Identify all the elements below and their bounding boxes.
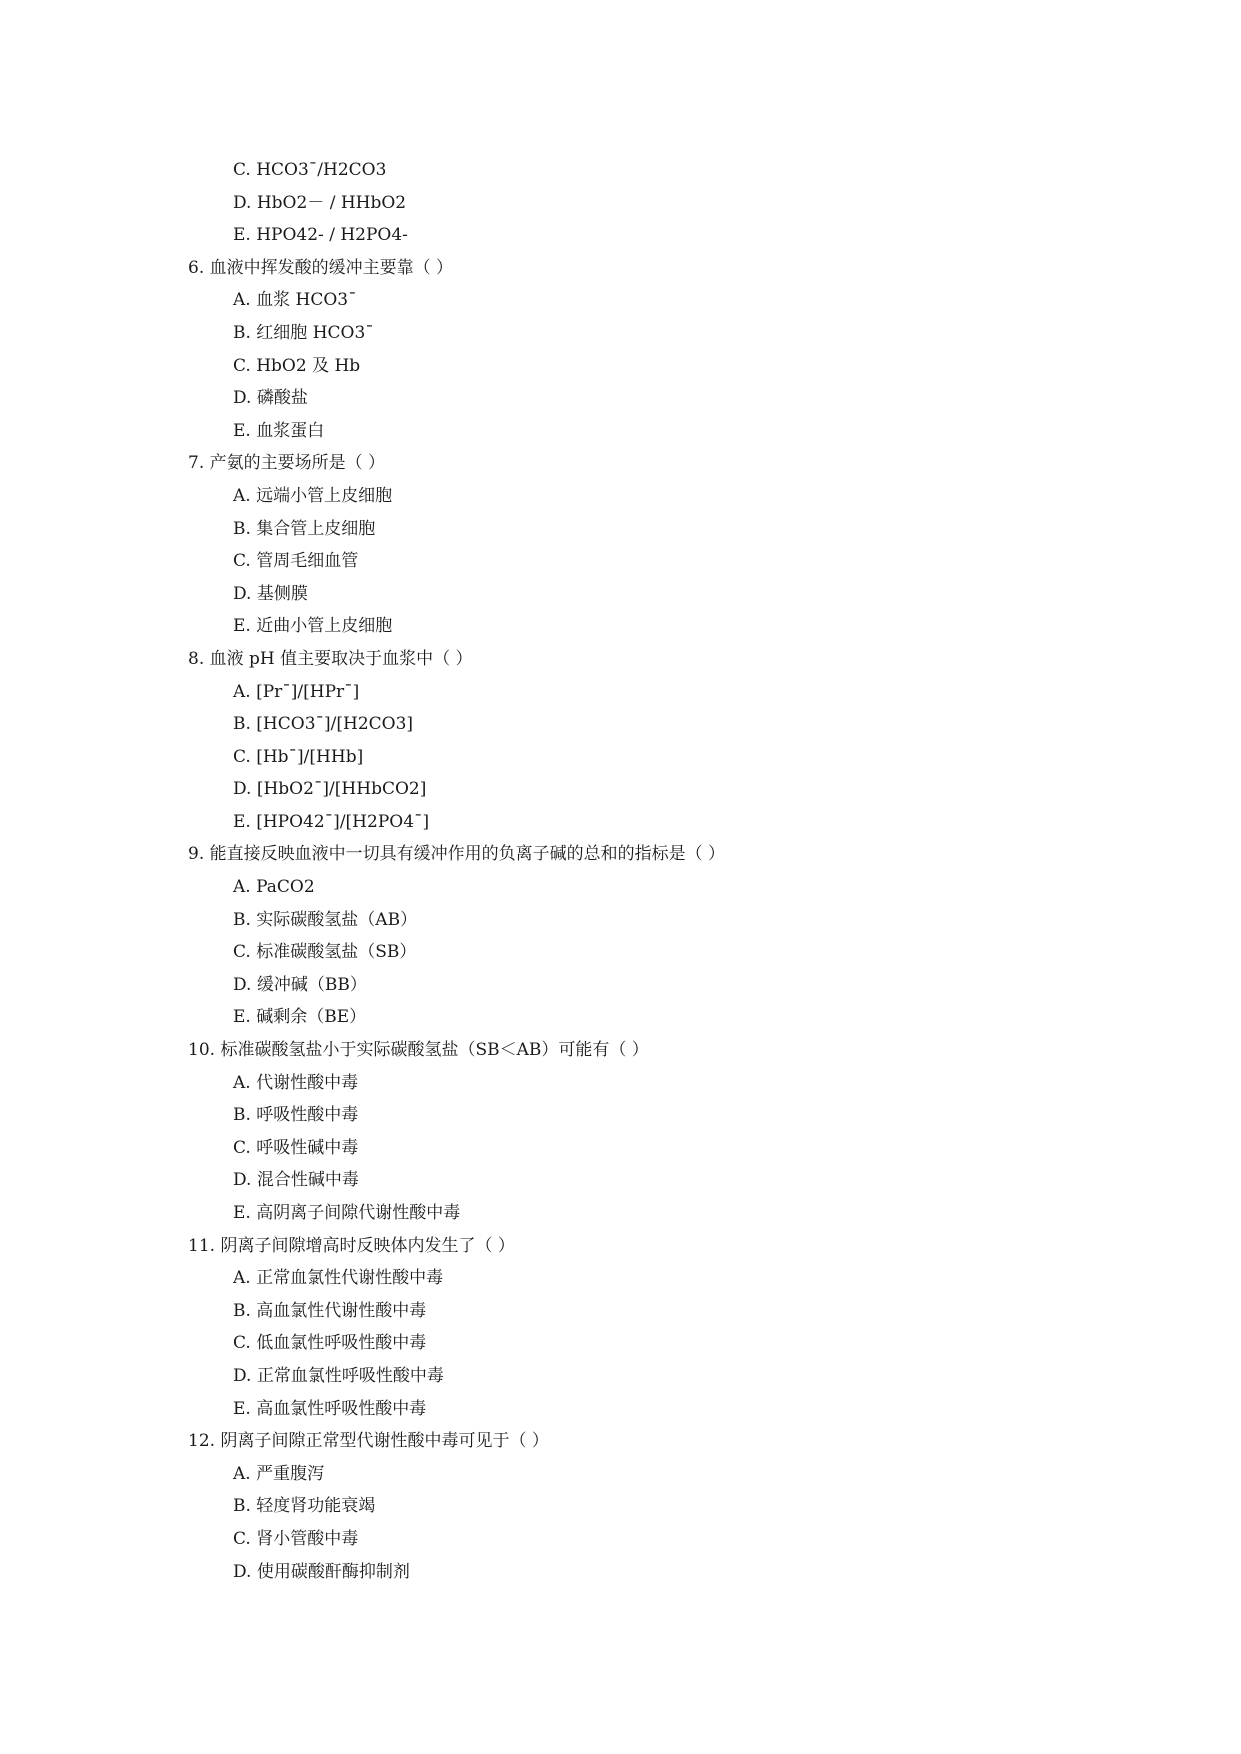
option-line: C. 呼吸性碱中毒 [233, 1137, 359, 1158]
option-line: E. 近曲小管上皮细胞 [233, 616, 393, 637]
question-stem: 8. 血液 pH 值主要取决于血浆中（ ） [188, 648, 473, 669]
option-line: D. 正常血氯性呼吸性酸中毒 [233, 1365, 444, 1386]
option-line: D. [HbO2¯]/[HHbCO2] [233, 779, 427, 800]
option-line: D. 使用碳酸酐酶抑制剂 [233, 1561, 410, 1582]
option-line: B. 轻度肾功能衰竭 [233, 1496, 376, 1517]
option-line: A. 代谢性酸中毒 [233, 1072, 359, 1093]
option-line: E. 高阴离子间隙代谢性酸中毒 [233, 1203, 461, 1223]
option-line: A. 严重腹泻 [233, 1463, 325, 1484]
option-line: A. 正常血氯性代谢性酸中毒 [233, 1268, 444, 1289]
option-line: D. 基侧膜 [233, 583, 308, 604]
option-line: D. 混合性碱中毒 [233, 1170, 359, 1191]
question-stem: 7. 产氨的主要场所是（ ） [188, 453, 386, 474]
option-line: C. [Hb¯]/[HHb] [233, 746, 364, 767]
question-stem: 12. 阴离子间隙正常型代谢性酸中毒可见于（ ） [188, 1431, 549, 1452]
question-stem: 11. 阴离子间隙增高时反映体内发生了（ ） [188, 1235, 515, 1256]
question-stem: 9. 能直接反映血液中一切具有缓冲作用的负离子碱的总和的指标是（ ） [188, 844, 726, 865]
option-line: C. 低血氯性呼吸性酸中毒 [233, 1333, 427, 1354]
option-line: B. 实际碳酸氢盐（AB） [233, 909, 418, 930]
question-list [188, 154, 1088, 1588]
option-line: C. 管周毛细血管 [233, 551, 359, 572]
option-line: E. HPO42- / H2PO4- [233, 225, 408, 246]
question-stem: 6. 血液中挥发酸的缓冲主要靠（ ） [188, 257, 454, 278]
option-line: B. [HCO3¯]/[H2CO3] [233, 714, 414, 735]
option-line: E. 血浆蛋白 [233, 420, 325, 441]
option-line: A. 远端小管上皮细胞 [233, 485, 393, 506]
option-line: E. 碱剩余（BE） [233, 1007, 367, 1028]
option-line: A. 血浆 HCO3¯ [233, 290, 357, 311]
question-stem: 10. 标准碳酸氢盐小于实际碳酸氢盐（SB＜AB）可能有（ ） [188, 1040, 649, 1061]
option-line: A. [Pr¯]/[HPr¯] [233, 681, 360, 702]
option-line: C. HCO3¯/H2CO3 [233, 160, 387, 180]
option-line: A. PaCO2 [233, 877, 315, 898]
option-line: B. 高血氯性代谢性酸中毒 [233, 1300, 427, 1321]
option-line: B. 呼吸性酸中毒 [233, 1105, 359, 1126]
option-line: B. 集合管上皮细胞 [233, 518, 376, 539]
option-line: E. 高血氯性呼吸性酸中毒 [233, 1398, 427, 1419]
option-line: C. 肾小管酸中毒 [233, 1528, 359, 1549]
option-line: C. 标准碳酸氢盐（SB） [233, 942, 417, 963]
option-line: B. 红细胞 HCO3¯ [233, 322, 374, 343]
option-line: C. HbO2 及 Hb [233, 355, 361, 376]
option-line: E. [HPO42¯]/[H2PO4¯] [233, 811, 430, 832]
option-line: D. 磷酸盐 [233, 388, 308, 409]
option-line: D. 缓冲碱（BB） [233, 974, 367, 995]
option-line: D. HbO2－ / HHbO2 [233, 192, 407, 213]
